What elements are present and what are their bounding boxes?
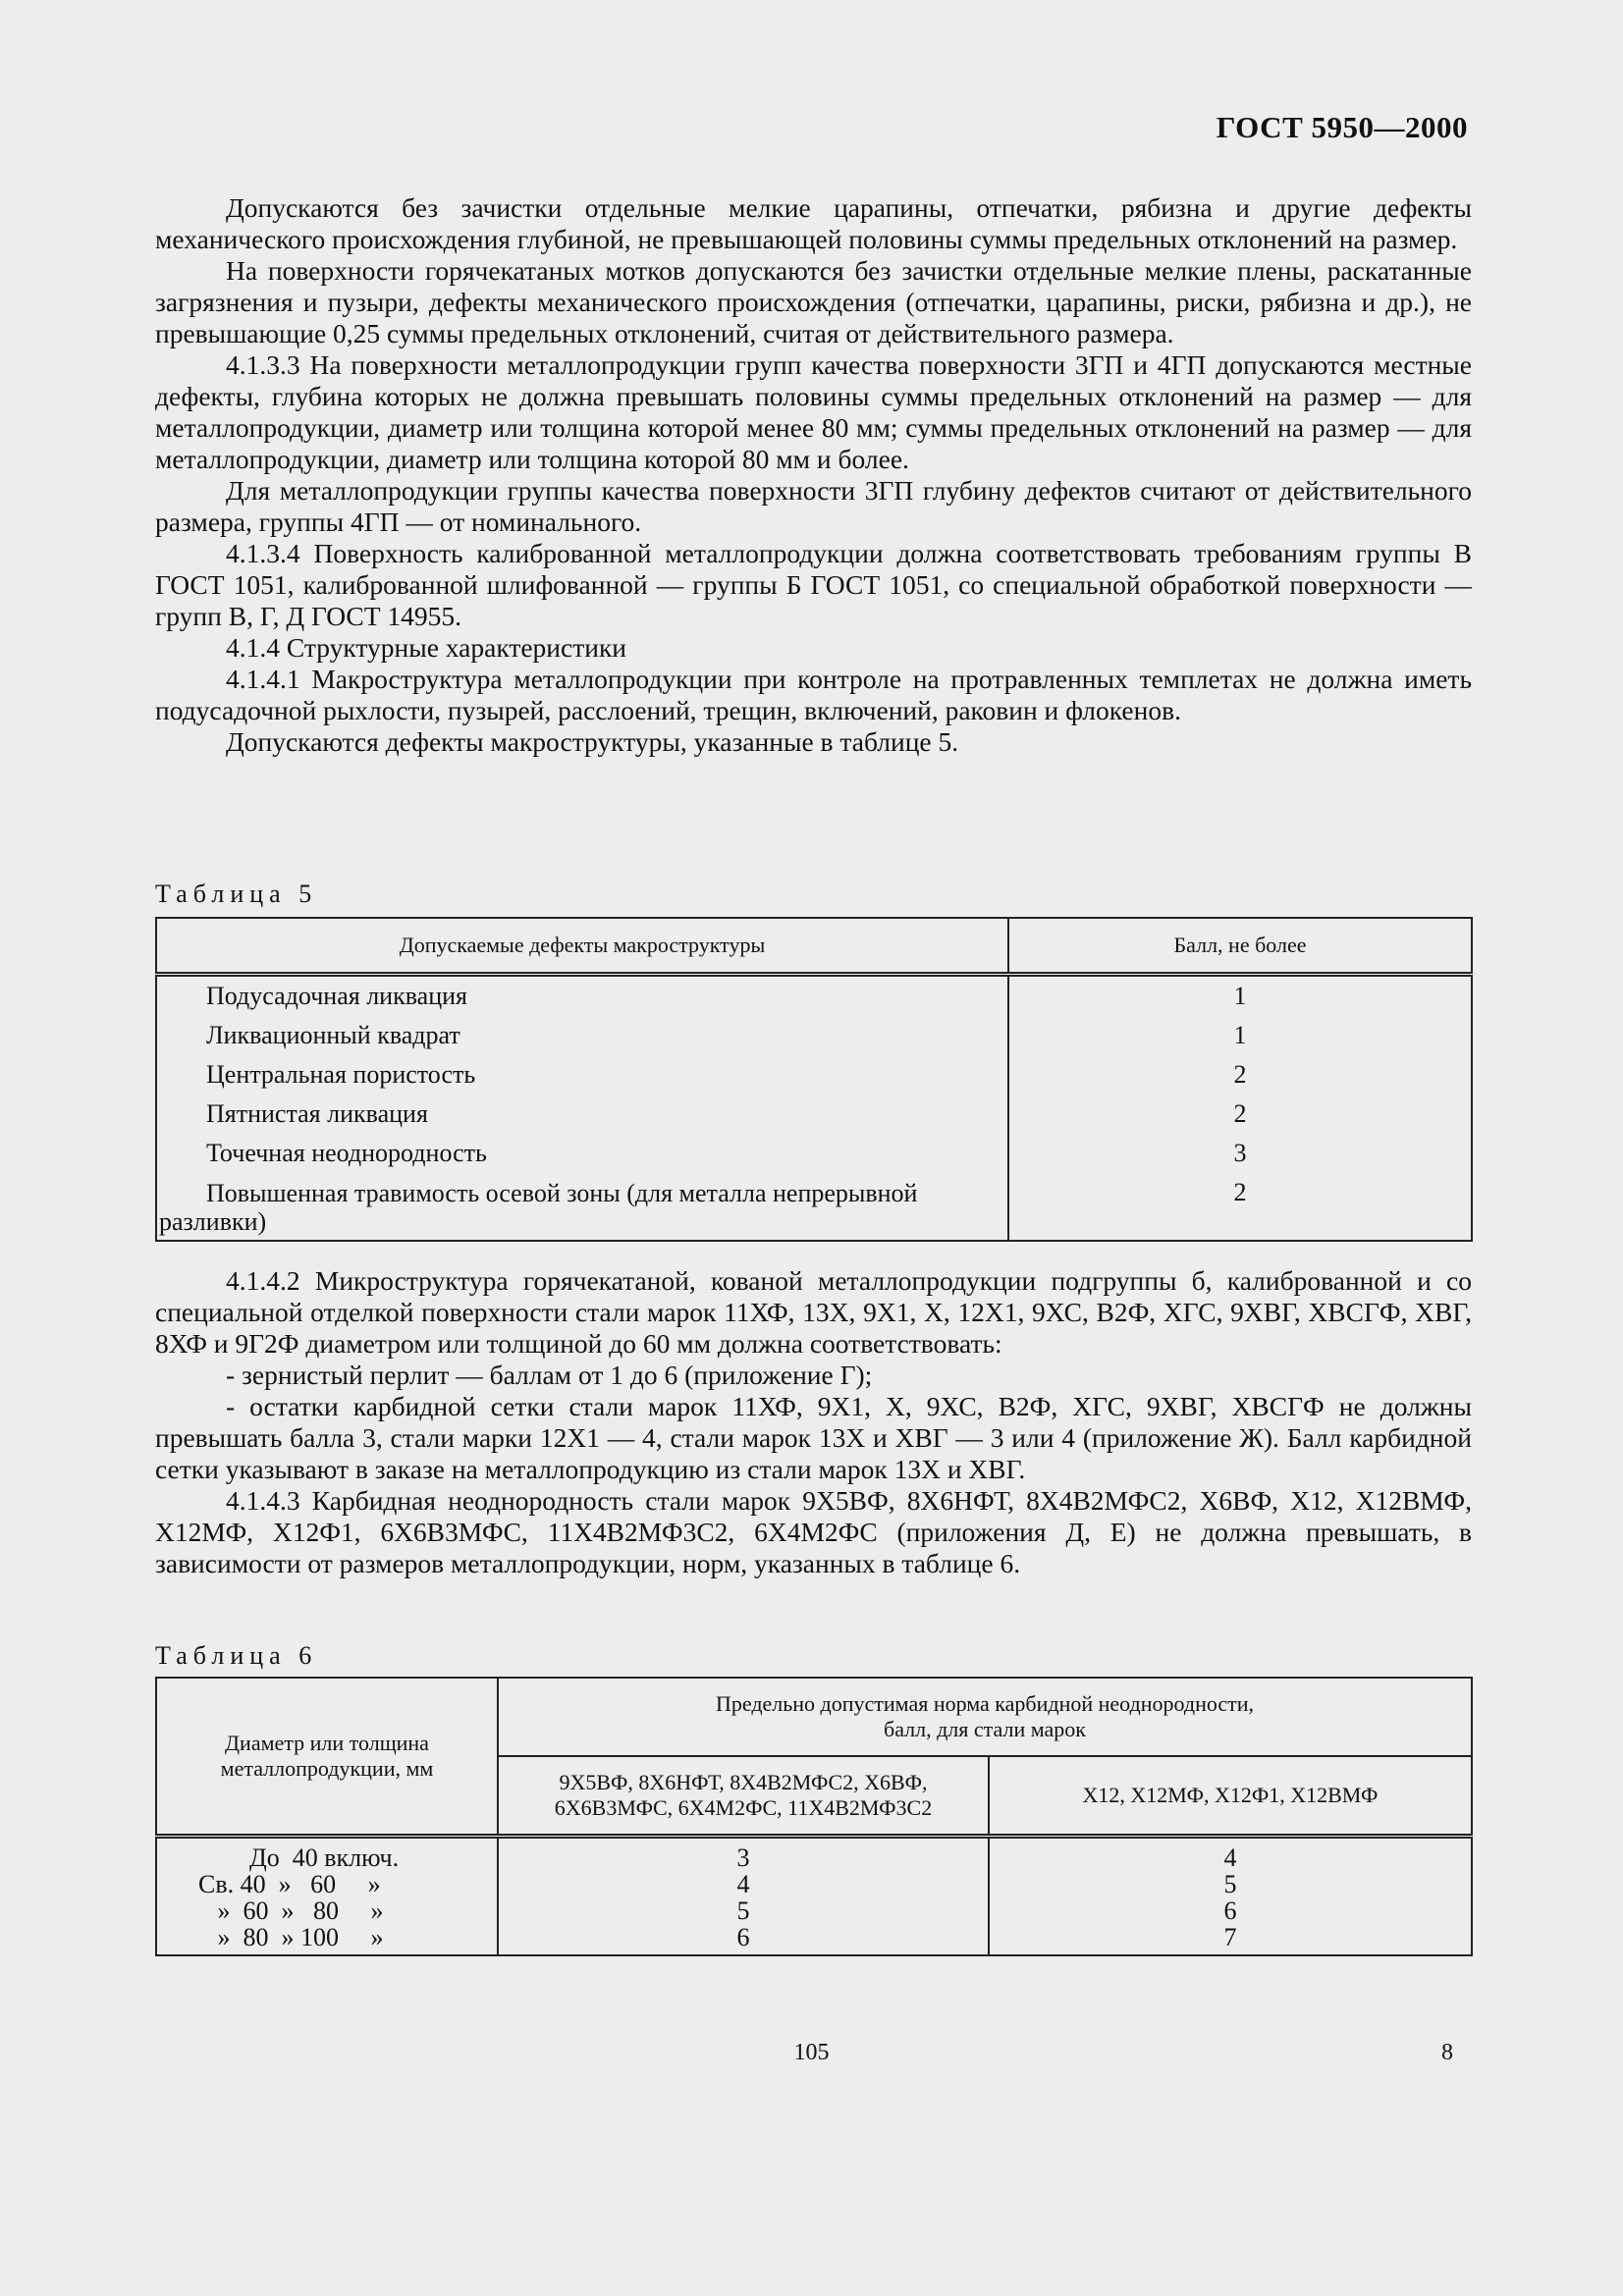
- header-line: металлопродукции, мм: [220, 1756, 434, 1781]
- table6-header-dimension: [156, 1678, 498, 1837]
- table6-dims-cell: [156, 1837, 498, 1956]
- table-cell: 2: [1233, 1178, 1247, 1206]
- table-cell: 5: [1223, 1870, 1237, 1898]
- paragraph: 4.1.3.4 Поверхность калиброванной металлопродукции должна соответствовать требованиям группы В ГОСТ 1051, калиброванной шлифованной — группы Б ГОСТ 1051, со специальной обработкой поверхности — групп В, Г, Д ГОСТ 14955.: [155, 538, 1472, 631]
- table-row: » 60 » 80 »: [198, 1896, 384, 1925]
- page-number-center: 105: [793, 2040, 830, 2065]
- table-row: До 40 включ.: [198, 1843, 400, 1872]
- paragraph: 4.1.4.1 Макроструктура металлопродукции при контроле на протравленных темплетах не должна иметь подусадочной рыхлости, пузырей, расслоений, трещин, включений, раковин и флокенов.: [155, 664, 1472, 725]
- header-line: Предельно допустимая норма карбидной неоднородности,: [715, 1691, 1255, 1716]
- paragraph: 4.1.4.3 Карбидная неоднородность стали марок 9Х5ВФ, 8Х6НФТ, 8Х4В2МФС2, Х6ВФ, Х12, Х12ВМФ, Х12МФ, Х12Ф1, 6Х6В3МФС, 11Х4В2МФ3С2, 6Х4М2ФС (приложения Д, Е) не должна превышать, в зависимости от размеров металлопродукции, норм, указанных в таблице 6.: [155, 1485, 1472, 1578]
- table-cell: 6: [1223, 1896, 1237, 1925]
- table5-header-defects: Допускаемые дефекты макроструктуры: [156, 918, 1008, 975]
- page-number-right: 8: [1441, 2040, 1453, 2065]
- table6-col2-cell: [498, 1837, 989, 1956]
- table-6: [155, 1677, 1473, 1956]
- table-row: » 80 » 100 »: [198, 1923, 384, 1951]
- table-cell: 1: [1233, 982, 1247, 1010]
- table-cell: 3: [1233, 1139, 1247, 1167]
- paragraph: 4.1.4.2 Микроструктура горячекатаной, кованой металлопродукции подгруппы б, калиброванной и со специальной отделкой поверхности стали марок 11ХФ, 13Х, 9Х1, Х, 12Х1, 9ХС, В2Ф, ХГС, 9ХВГ, ХВСГФ, ХВГ, 8ХФ и 9Г2Ф диаметром или толщиной до 60 мм должна соответствовать:: [155, 1265, 1472, 1359]
- table6-header-sub1: [498, 1756, 989, 1837]
- document-header: ГОСТ 5950—2000: [1216, 110, 1468, 144]
- table5-last-name-2: разливки): [159, 1207, 267, 1236]
- table-cell: 4: [736, 1870, 750, 1898]
- table-row: Ликвационный квадрат: [206, 1021, 460, 1049]
- header-line: 9Х5ВФ, 8Х6НФТ, 8Х4В2МФС2, Х6ВФ,: [559, 1770, 928, 1794]
- paragraph: Допускаются дефекты макроструктуры, указанные в таблице 5.: [226, 726, 959, 757]
- table5-last-name-1: Повышенная травимость осевой зоны (для металла непрерывной: [206, 1179, 918, 1207]
- paragraph: Для металлопродукции группы качества поверхности 3ГП глубину дефектов считают от действительного размера, группы 4ГП — от номинального.: [155, 475, 1472, 537]
- table-5: [155, 917, 1473, 1242]
- table-cell: 3: [736, 1843, 750, 1872]
- table-row: Точечная неоднородность: [206, 1139, 487, 1167]
- paragraph: - остатки карбидной сетки стали марок 11ХФ, 9Х1, Х, 9ХС, В2Ф, ХГС, 9ХВГ, ХВСГФ не должны превышать балла 3, стали марки 12Х1 — 4, стали марок 13Х и ХВГ — 3 или 4 (приложение Ж). Балл карбидной сетки указывают в заказе на металлопродукцию из стали марок 13Х и ХВГ.: [155, 1391, 1472, 1484]
- header-line: Диаметр или толщина: [225, 1731, 429, 1755]
- table6-header-sub2: Х12, Х12МФ, Х12Ф1, Х12ВМФ: [989, 1756, 1472, 1837]
- table6-header-group: [498, 1678, 1472, 1756]
- paragraph: 4.1.3.3 На поверхности металлопродукции групп качества поверхности 3ГП и 4ГП допускаются местные дефекты, глубина которых не должна превышать половины суммы предельных отклонений на размер — для металлопродукции, диаметр или толщина которой менее 80 мм; суммы предельных отклонений на размер — для металлопродукции, диаметр или толщина которой 80 мм и более.: [155, 349, 1472, 474]
- body-section-1: [155, 192, 1472, 758]
- paragraph: - зернистый перлит — баллам от 1 до 6 (приложение Г);: [226, 1360, 873, 1390]
- paragraph: 4.1.4 Структурные характеристики: [226, 632, 627, 663]
- table-row: Св. 40 » 60 »: [198, 1870, 381, 1898]
- table5-names-cell: [156, 975, 1008, 1242]
- body-section-2: [155, 1265, 1472, 1579]
- table-cell: 2: [1233, 1099, 1247, 1128]
- table-cell: 4: [1223, 1843, 1237, 1872]
- table-cell: 7: [1223, 1923, 1237, 1951]
- table-row: [157, 1173, 1007, 1240]
- paragraph: На поверхности горячекатаных мотков допускаются без зачистки отдельные мелкие плены, раскатанные загрязнения и пузыри, дефекты механического происхождения (отпечатки, царапины, риски, рябизна и др.), не превышающие 0,25 суммы предельных отклонений, считая от действительного размера.: [155, 255, 1472, 348]
- header-line: 6Х6В3МФС, 6Х4М2ФС, 11Х4В2МФ3С2: [554, 1795, 933, 1820]
- table-cell: 1: [1233, 1021, 1247, 1049]
- table6-col3-cell: [989, 1837, 1472, 1956]
- table-cell: 5: [736, 1896, 750, 1925]
- table6-caption: Таблица 6: [155, 1641, 318, 1670]
- table5-values-cell: [1008, 975, 1472, 1242]
- table-row: Пятнистая ликвация: [206, 1099, 428, 1128]
- table-row: Подусадочная ликвация: [206, 982, 467, 1010]
- table-row: Центральная пористость: [206, 1060, 476, 1089]
- table-cell: 2: [1233, 1060, 1247, 1089]
- table5-caption: Таблица 5: [155, 880, 318, 908]
- header-line: балл, для стали марок: [884, 1717, 1086, 1741]
- table5-header-score: Балл, не более: [1008, 918, 1472, 975]
- paragraph: Допускаются без зачистки отдельные мелкие царапины, отпечатки, рябизна и другие дефекты механического происхождения глубиной, не превышающей половины суммы предельных отклонений на размер.: [155, 192, 1472, 254]
- table-cell: 6: [736, 1923, 750, 1951]
